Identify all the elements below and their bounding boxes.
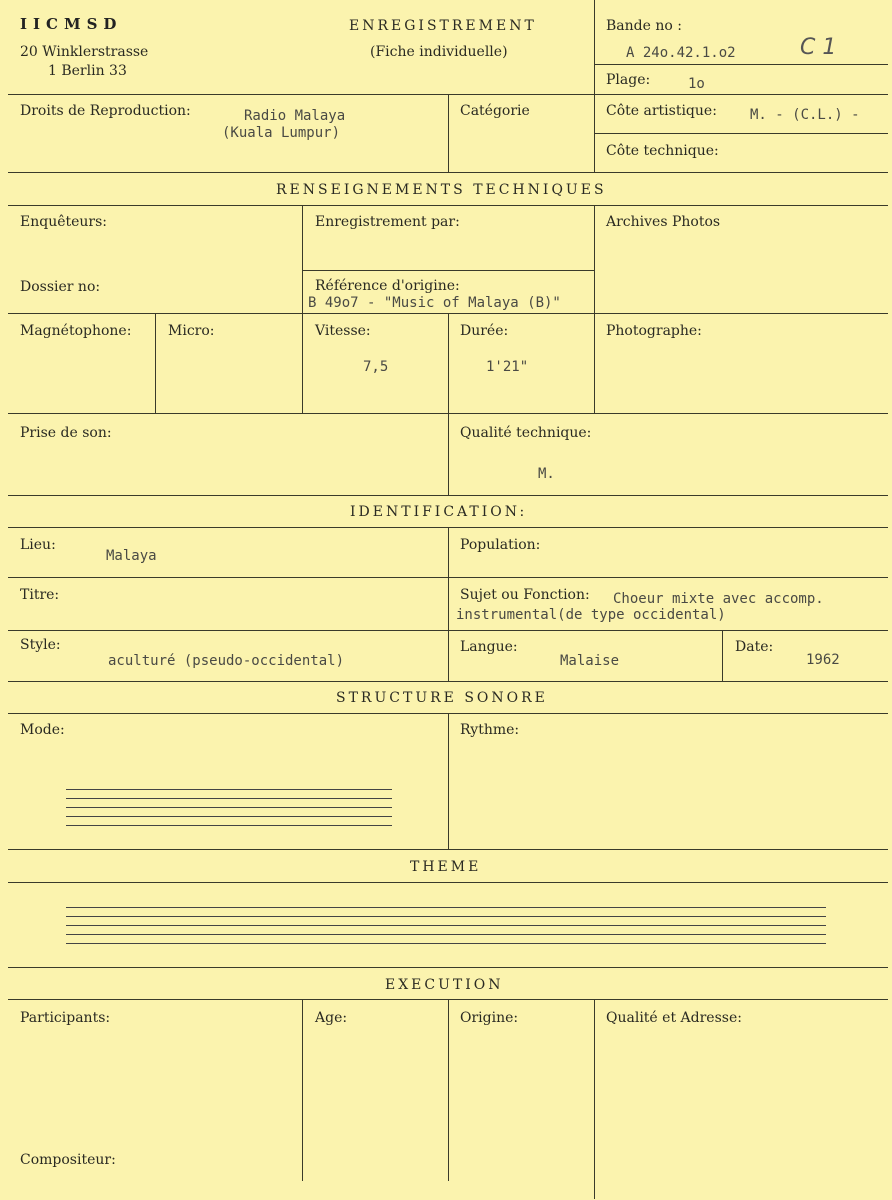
bande-handwritten-mark: C 1: [800, 35, 837, 60]
sujet-value-line-2: instrumental(de type occidental): [456, 607, 726, 623]
langue-label: Langue:: [460, 639, 518, 655]
population-label: Population:: [460, 537, 541, 553]
vrule-date: [722, 630, 723, 681]
qualite-technique-value: M.: [538, 466, 555, 482]
card-subtitle: (Fiche individuelle): [370, 44, 508, 60]
enregistrement-par-label: Enregistrement par:: [315, 214, 460, 230]
vrule-duree: [448, 313, 449, 413]
magnetophone-label: Magnétophone:: [20, 323, 132, 339]
langue-value: Malaise: [560, 653, 620, 669]
card-title: ENREGISTREMENT: [349, 18, 537, 34]
titre-label: Titre:: [20, 587, 60, 603]
reference-value: B 49o7 - "Music of Malaya (B)": [308, 295, 561, 311]
style-value: aculturé (pseudo-occidental): [108, 653, 345, 669]
rule-tech-title-bottom: [8, 205, 888, 206]
rule-ident-top: [8, 495, 888, 496]
vrule-rythme: [448, 713, 449, 849]
rule-cote-mid: [594, 133, 888, 134]
compositeur-label: Compositeur:: [20, 1152, 116, 1168]
vrule-qualite-adresse: [594, 999, 595, 1199]
execution-section-title: EXECUTION: [385, 977, 504, 993]
duree-value: 1'21": [486, 359, 529, 375]
photographe-label: Photographe:: [606, 323, 702, 339]
vrule-enregistrement: [302, 205, 303, 313]
address-line-1: 20 Winklerstrasse: [20, 44, 149, 60]
enqueteurs-label: Enquêteurs:: [20, 214, 108, 230]
age-label: Age:: [315, 1010, 348, 1026]
vrule-archives: [594, 205, 595, 413]
institute-logo: IICMSD: [20, 15, 123, 33]
vrule-origine: [448, 999, 449, 1181]
bande-label: Bande no :: [606, 18, 682, 34]
lieu-label: Lieu:: [20, 537, 56, 553]
vrule-bande: [594, 0, 595, 172]
participants-label: Participants:: [20, 1010, 111, 1026]
reference-label: Référence d'origine:: [315, 278, 460, 294]
lieu-value: Malaya: [106, 548, 157, 564]
origine-label: Origine:: [460, 1010, 519, 1026]
rule-execution-top: [8, 967, 888, 968]
address-line-2: 1 Berlin 33: [48, 63, 127, 79]
tech-section-title: RENSEIGNEMENTS TECHNIQUES: [276, 182, 607, 198]
mode-label: Mode:: [20, 722, 65, 738]
dossier-label: Dossier no:: [20, 279, 101, 295]
prise-de-son-label: Prise de son:: [20, 425, 112, 441]
cote-technique-label: Côte technique:: [606, 143, 719, 159]
identification-section-title: IDENTIFICATION:: [350, 504, 528, 520]
vrule-qualite: [448, 413, 449, 495]
rule-theme-top: [8, 849, 888, 850]
rule-tech-top: [8, 172, 888, 173]
rule-structure-top: [8, 681, 888, 682]
qualite-adresse-label: Qualité et Adresse:: [606, 1010, 742, 1026]
bande-value: A 24o.42.1.o2: [626, 45, 736, 61]
micro-label: Micro:: [168, 323, 215, 339]
droits-value-line-2: (Kuala Lumpur): [222, 125, 341, 141]
droits-label: Droits de Reproduction:: [20, 103, 191, 119]
vrule-age: [302, 999, 303, 1181]
rythme-label: Rythme:: [460, 722, 520, 738]
qualite-technique-label: Qualité technique:: [460, 425, 592, 441]
date-label: Date:: [735, 639, 774, 655]
cote-artistique-label: Côte artistique:: [606, 103, 717, 119]
vrule-population: [448, 527, 449, 681]
theme-section-title: THEME: [410, 859, 482, 875]
date-value: 1962: [806, 652, 840, 668]
sujet-label: Sujet ou Fonction:: [460, 587, 590, 603]
duree-label: Durée:: [460, 323, 509, 339]
plage-value: 1o: [688, 76, 705, 92]
cote-artistique-value: M. - (C.L.) -: [750, 107, 860, 123]
vitesse-label: Vitesse:: [315, 323, 371, 339]
vrule-vitesse: [302, 313, 303, 413]
categorie-label: Catégorie: [460, 103, 530, 119]
structure-section-title: STRUCTURE SONORE: [336, 690, 548, 706]
rule-plage-top: [594, 64, 888, 65]
sujet-value-line-1: Choeur mixte avec accomp.: [613, 591, 824, 607]
rule-reference-top: [302, 270, 594, 271]
archives-photos-label: Archives Photos: [606, 214, 721, 230]
droits-value-line-1: Radio Malaya: [244, 108, 346, 124]
style-label: Style:: [20, 637, 61, 653]
plage-label: Plage:: [606, 72, 651, 88]
rule-theme-title-bottom: [8, 882, 888, 883]
vrule-categorie: [448, 94, 449, 172]
vitesse-value: 7,5: [363, 359, 389, 375]
vrule-micro: [155, 313, 156, 413]
